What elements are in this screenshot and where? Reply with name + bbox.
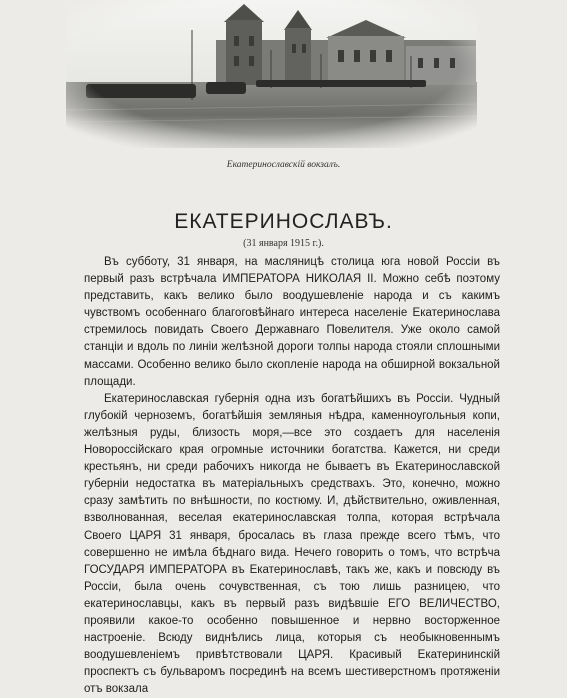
article-body (84, 254, 500, 698)
article-date: (31 января 1915 г.). (243, 238, 324, 249)
railway-station-photo-icon (66, 0, 477, 148)
station-photo (66, 0, 477, 148)
photo-caption: Екатеринославскій вокзалъ. (226, 160, 341, 170)
paragraph: Екатеринославская губернія одна изъ богатѣйшихъ въ Россіи. Чудный глубокій черноземъ, богатѣйшія земляныя нѣдра, каменноугольныя копи, желѣзныя руды, близость моря,—все это создаетъ для населенія Новороссійскаго края огромные источники богатства. Кажется, ни среди крестьянъ, ни среди рабочихъ никогда не бываетъ въ Екатеринославской губерніи недостатка въ матеріальныхъ средствахъ. Это, конечно, можно сразу замѣтить по внѣшности, по костюму. И, дѣйствительно, оживленная, взволнованная, веселая екатеринославская толпа, которая встрѣчала Своего ЦАРЯ 31 января, бросалась въ глаза прежде всего тѣмъ, что совершенно не имѣла бѣднаго вида. Нечего говорить о томъ, что встрѣча ГОСУДАРЯ ИМПЕРАТОРА въ Екатеринославѣ, такъ же, какъ и повсюду въ Россіи, была очень сочувственная, съ тою лишь разницею, что екатеринославцы, какъ въ первый разъ видѣвшіе ЕГО ВЕЛИЧЕСТВО, проявили какое-то особенно повышенное и нервно восторженное настроеніе. Всюду виднѣлись лица, которыя съ необыкновеннымъ воодушевленіемъ привѣтствовали ЦАРЯ. Красивый Екатерининскій проспектъ съ бульваромъ посрединѣ на всемъ шестиверстномъ протяженіи отъ вокзала (84, 392, 500, 696)
article-title: ЕКАТЕРИНОСЛАВЪ. (174, 210, 393, 233)
paragraph: Въ субботу, 31 января, на масляницѣ столица юга новой Россіи въ первый разъ встрѣчала ИМПЕРАТОРА НИКОЛАЯ II. Можно себѣ поэтому представить, какъ велико было воодушевленіе народа и съ какимъ чувствомъ особеннаго благоговѣйнаго интереса населеніе Екатеринослава стремилось повидать Своего Державнаго Повелителя. Уже около самой станціи и вдоль по линіи желѣзной дороги толпы народа стояли сплошными массами. Особенно велико было скопленіе народа на обширной вокзальной площади. (84, 256, 500, 388)
